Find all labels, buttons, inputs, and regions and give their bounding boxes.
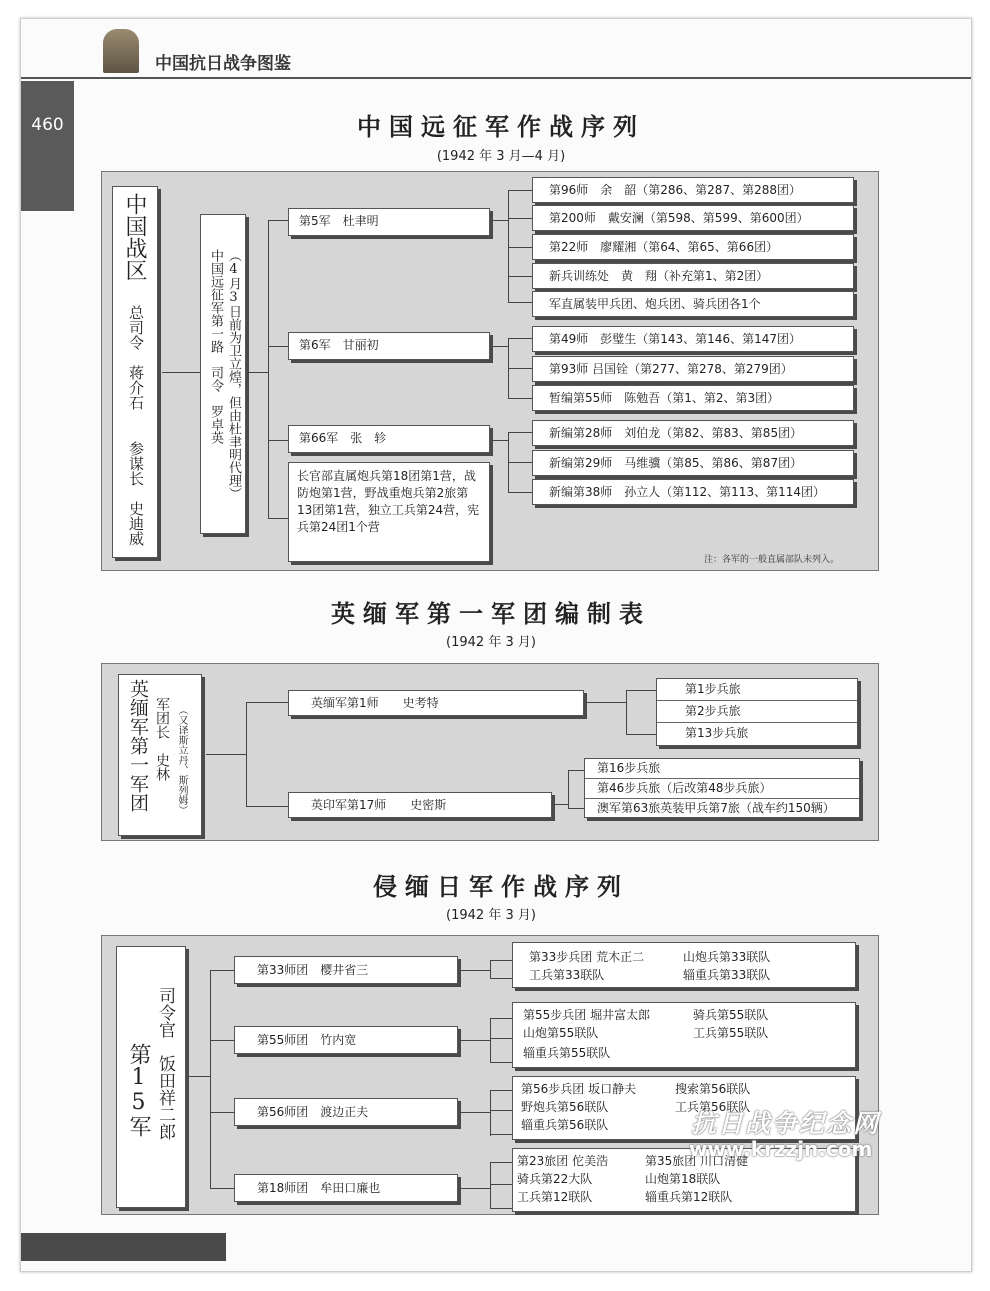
unit-label: 辎重兵第56联队 — [521, 1118, 609, 1132]
unit-label: 山炮第18联队 — [645, 1172, 721, 1186]
section1-subtitle: (1942 年 3 月—4 月) — [436, 149, 566, 164]
unit-label: 工兵第55联队 — [693, 1026, 769, 1040]
div33-units-box — [512, 942, 856, 988]
book-page — [20, 18, 972, 1272]
section3-panel — [101, 935, 879, 1215]
a66-unit-row: 新编第28师 刘伯龙（第82、第83、第85团） — [532, 420, 854, 446]
unit-label: 辎重兵第12联队 — [645, 1190, 733, 1204]
army5-box: 第5军 杜聿明 — [288, 208, 490, 236]
unit-label: 工兵第56联队 — [675, 1100, 751, 1114]
div55-units-box — [512, 1002, 856, 1068]
commander-alias: （又译斯立丹、斯列姆） — [176, 705, 187, 815]
brigade-row: 澳军第63旅英装甲兵第7旅（战车约150辆） — [597, 801, 835, 815]
section1-panel — [101, 171, 879, 571]
unit-label: 第23旅团 佗美浩 — [517, 1154, 609, 1168]
commander-in-chief: 总司令 蒋介石 — [127, 305, 145, 410]
a66-unit-row: 新编第29师 马维骥（第85、第86、第87团） — [532, 450, 854, 476]
div17-brigades-box — [584, 758, 860, 818]
burma-div1-box: 英缅军第1师 史考特 — [288, 690, 584, 716]
unit-label: 工兵第12联队 — [517, 1190, 593, 1204]
unit-label: 第35旅团 川口清健 — [645, 1154, 749, 1168]
brigade-row: 第13步兵旅 — [685, 726, 749, 740]
unit-label: 野炮兵第56联队 — [521, 1100, 609, 1114]
theater-name: 中国战区 — [122, 193, 147, 281]
unit-label: 搜索第56联队 — [675, 1082, 751, 1096]
indian-div17-box: 英印军第17师 史密斯 — [288, 792, 552, 818]
a5-unit-row: 第200师 戴安澜（第598、第599、第600团） — [532, 205, 854, 231]
a66-unit-row: 新编第38师 孙立人（第112、第113、第114团） — [532, 479, 854, 505]
div1-brigades-box — [656, 678, 858, 746]
unit-label: 山炮兵第33联队 — [683, 950, 771, 964]
section2-subtitle: (1942 年 3 月) — [446, 635, 536, 650]
first-route-note: （4月3日前为卫立煌，但由杜聿明代理） — [226, 249, 241, 500]
army15-box — [116, 946, 186, 1208]
jp-division-box: 第33师团 樱井省三 — [234, 956, 458, 984]
army15-name: 第15军 — [126, 1043, 151, 1137]
page-number-tab — [21, 81, 74, 211]
corps-box — [118, 674, 202, 836]
section1-footnote: 注：各军的一般直属部队未列入。 — [704, 555, 840, 565]
watermark-url: www.krzzjn.com — [689, 1137, 873, 1161]
brigade-row: 第46步兵旅（后改第48步兵旅） — [585, 779, 859, 799]
first-route-box — [200, 214, 246, 534]
unit-label: 辎重兵第55联队 — [523, 1046, 611, 1060]
corps-name: 英缅军第一军团 — [127, 679, 149, 812]
army66-box: 第66军 张 轸 — [288, 425, 490, 453]
a6-unit-row: 第93师 吕国铨（第277、第278、第279团） — [532, 356, 854, 382]
unit-label: 山炮第55联队 — [523, 1026, 599, 1040]
unit-label: 辎重兵第33联队 — [683, 968, 771, 982]
first-route-commander: 中国远征军第一路 司令 罗卓英 — [208, 249, 223, 444]
section3-title: 侵缅日军作战序列 — [373, 872, 629, 901]
corps-commander: 军团长 史林 — [154, 697, 170, 781]
section2-title: 英缅军第一军团编制表 — [331, 599, 651, 628]
unit-label: 第33步兵团 荒木正二 — [529, 950, 645, 964]
army6-box: 第6军 甘丽初 — [288, 332, 490, 360]
jp-division-box: 第55师团 竹内宽 — [234, 1026, 458, 1054]
unit-label: 工兵第33联队 — [529, 968, 605, 982]
section2-panel — [101, 663, 879, 841]
army15-commander: 司令官 饭田祥二郎 — [155, 987, 175, 1140]
jp-division-box: 第18师团 牟田口廉也 — [234, 1174, 458, 1202]
book-title: 中国抗日战争图鉴 — [155, 54, 291, 74]
direct-units-box: 长官部直属炮兵第18团第1营，战防炮第1营，野战重炮兵第2旅第13团第1营，独立工兵第24营，宪兵第24团1个营 — [288, 462, 490, 562]
chief-of-staff: 参谋长 史迪威 — [127, 441, 145, 546]
a5-unit-row: 新兵训练处 黄 翔（补充第1、第2团） — [532, 263, 854, 289]
a5-unit-row: 第96师 余 韶（第286、第287、第288团） — [532, 177, 854, 203]
brigade-row: 第2步兵旅 — [657, 701, 857, 723]
a5-unit-row: 军直属装甲兵团、炮兵团、骑兵团各1个 — [532, 291, 854, 317]
unit-label: 第56步兵团 坂口静夫 — [521, 1082, 637, 1096]
unit-label: 骑兵第55联队 — [693, 1008, 769, 1022]
section3-subtitle: (1942 年 3 月) — [446, 908, 536, 923]
watermark-text: 抗日战争纪念网 — [691, 1109, 881, 1138]
soldier-statue-icon — [103, 29, 139, 73]
brigade-row: 第16步兵旅 — [585, 759, 859, 779]
jp-division-box: 第56师团 渡边正夫 — [234, 1098, 458, 1126]
theater-box — [112, 186, 158, 558]
brigade-row: 第1步兵旅 — [657, 679, 857, 701]
a6-unit-row: 第49师 彭璧生（第143、第146、第147团） — [532, 326, 854, 352]
page-header — [21, 19, 972, 79]
page-number: 460 — [31, 115, 64, 135]
unit-label: 骑兵第22大队 — [517, 1172, 593, 1186]
a6-unit-row: 暂编第55师 陈勉吾（第1、第2、第3团） — [532, 385, 854, 411]
section1-title: 中国远征军作战序列 — [357, 112, 645, 141]
footer-bar — [21, 1233, 226, 1261]
unit-label: 第55步兵团 堀井富太郎 — [523, 1008, 651, 1022]
a5-unit-row: 第22师 廖耀湘（第64、第65、第66团） — [532, 234, 854, 260]
